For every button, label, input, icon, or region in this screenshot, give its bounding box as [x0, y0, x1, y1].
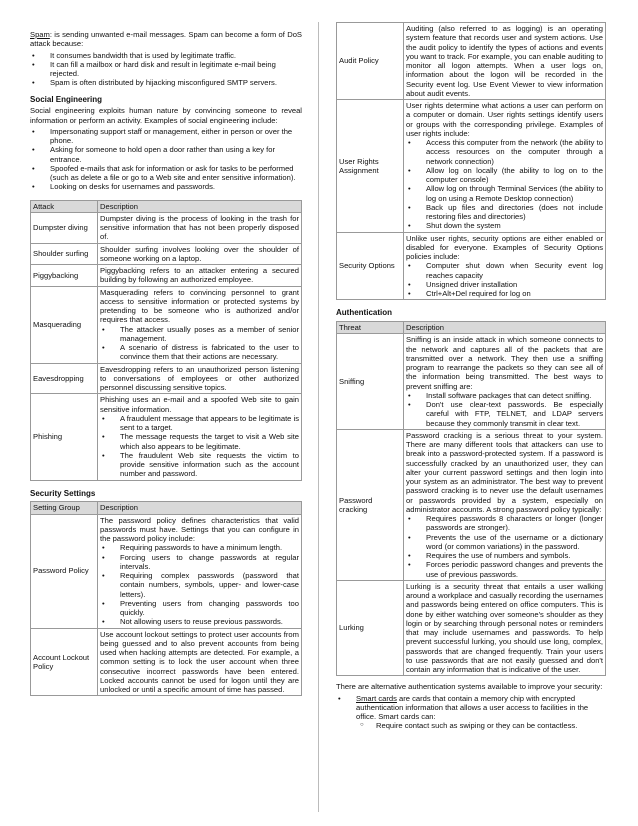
- list-item: • Looking on desks for usernames and passwords.: [30, 182, 302, 191]
- column-header: Description: [98, 502, 302, 514]
- authentication-heading: Authentication: [336, 308, 392, 318]
- list-item: • Access this computer from the network (the ability to access resources on the computer through a network connection): [406, 138, 603, 166]
- table-row: [31, 243, 302, 265]
- list-item: ○ Require contact such as swiping or they can be contactless.: [356, 721, 606, 730]
- table-row: [31, 265, 302, 287]
- policy-table: [336, 22, 606, 300]
- table-row: [31, 394, 302, 480]
- threat-name: Sniffing: [337, 334, 404, 430]
- table-header-row: [31, 502, 302, 514]
- table-row: [337, 232, 606, 300]
- policy-description: Auditing (also referred to as logging) is an operating system feature that records user and system actions. Use the audit policy to identify the types of actions and events you want to track. For example, you can enable auditing to monitor all logon attempts. When a user logs on, information about the logon will be recorded in the Security event log. Use Event Viewer to view information about audit events.: [404, 23, 606, 100]
- security-settings-table: [30, 501, 302, 696]
- list-item: • Unsigned driver installation: [406, 280, 603, 289]
- alternatives-list: [336, 694, 606, 731]
- setting-name: Account Lockout Policy: [31, 628, 98, 696]
- table-row: [31, 628, 302, 696]
- column-header: Setting Group: [31, 502, 98, 514]
- column-divider: [318, 22, 319, 812]
- attack-name: Shoulder surfing: [31, 243, 98, 265]
- list-item: • Forcing users to change passwords at regular intervals.: [100, 553, 299, 572]
- table-row: [337, 429, 606, 580]
- list-item: • Don't use clear-text passwords. Be especially careful with FTP, TELNET, and LDAP servers because they commonly transmit in clear text.: [406, 400, 603, 428]
- attack-name: Phishing: [31, 394, 98, 480]
- list-item: • Preventing users from changing passwords too quickly.: [100, 599, 299, 618]
- attack-description: Eavesdropping refers to an unauthorized person listening to conversations of employees or other authorized personnel discussing sensitive topics.: [98, 363, 302, 394]
- list-item: • Impersonating support staff or management, either in person or over the phone.: [30, 127, 302, 146]
- spam-term[interactable]: Spam: [30, 30, 50, 39]
- attack-description: Piggybacking refers to an attacker entering a secured building by following an authorized employee.: [98, 265, 302, 287]
- table-row: [31, 286, 302, 363]
- table-header-row: [31, 200, 302, 212]
- spam-paragraph: Spam: is sending unwanted e-mail messages. Spam can become a form of DoS attack because:: [30, 30, 302, 49]
- threat-name: Lurking: [337, 580, 404, 676]
- list-item: • It consumes bandwidth that is used by legitimate traffic.: [30, 51, 302, 60]
- list-item: • Requiring passwords to have a minimum length.: [100, 543, 299, 552]
- list-item: • It can fill a mailbox or hard disk and result in legitimate e-mail being rejected.: [30, 60, 302, 79]
- list-item: • Requiring complex passwords (password that contain numbers, symbols, upper- and lower-case letters).: [100, 571, 299, 599]
- right-column: [336, 22, 606, 731]
- list-item: • Requires the use of numbers and symbols.: [406, 551, 603, 560]
- list-item: • Spam is often distributed by hijacking misconfigured SMTP servers.: [30, 78, 302, 87]
- setting-description: Use account lockout settings to protect user accounts from being guessed and to also prevent accounts from being used when hacking attempts are detected. For example, a common setting is to lock the user account when three consecutive incorrect passwords have been entered. Locked accounts cannot be used for logon until they are unlocked or until a specific amount of time has passed.: [98, 628, 302, 696]
- table-header-row: [337, 322, 606, 334]
- attack-name: Eavesdropping: [31, 363, 98, 394]
- list-item: • A scenario of distress is fabricated to the user to convince them that their actions are necessary.: [100, 343, 299, 362]
- list-item: • The attacker usually poses as a member of senior management.: [100, 325, 299, 344]
- attack-description: Phishing uses an e-mail and a spoofed Web site to gain sensitive information. • A fraudulent message that appears to be legitimate is sent to a target. • The message requests the target to visit a Web site which also appears to be legitimate. • The fraudulent Web site requests the victim to provide sensitive information such as the account number and password.: [98, 394, 302, 480]
- table-row: [31, 363, 302, 394]
- table-row: [31, 212, 302, 243]
- social-engineering-heading: Social Engineering: [30, 94, 103, 104]
- column-header: Description: [404, 322, 606, 334]
- threat-description: Password cracking is a serious threat to your system. There are many different tools that attackers can use to break into a password-protected system. If a password is successfully cracked by an unauthorized user, they can alter your current password settings and then login into your system as an administrator. The best way to prevent password cracking is to never use the default usernames or passwords provided by a system, especially on administrator accounts. A strong password policy typically: • Requires passwords 8 characters or longer (longer passwords are stronger). • Prevents the use of the username or a dictionary word (or common variations) in the password. • Requires the use of numbers and symbols. • Forces periodic password changes and prevents the use of previous passwords.: [404, 429, 606, 580]
- list-item: • Smart cards are cards that contain a memory chip with encrypted authentication information that allows a user access to facilities in the office. Smart cards can: ○ Require contact such as swiping or they can be contactless.: [336, 694, 606, 731]
- list-item: • The fraudulent Web site requests the victim to provide sensitive information such as the account number and password.: [100, 451, 299, 479]
- list-item: • Allow log on locally (the ability to log on to the computer console): [406, 166, 603, 185]
- attack-name: Piggybacking: [31, 265, 98, 287]
- list-item: • The message requests the target to visit a Web site which also appears to be legitimate.: [100, 432, 299, 451]
- table-row: [337, 580, 606, 676]
- policy-name: Security Options: [337, 232, 404, 300]
- setting-description: The password policy defines characteristics that valid passwords must have. Settings that you can configure in the password policy include: • Requiring passwords to have a minimum length. • Forcing users to change passwords at regular intervals. • Requiring complex passwords (password that contain numbers, symbols, upper- and lower-case letters). • Preventing users from changing passwords too quickly. • Not allowing users to reuse previous passwords.: [98, 514, 302, 628]
- list-item: • Shut down the system: [406, 221, 603, 230]
- threat-description: Sniffing is an inside attack in which someone connects to the network and captures all of the packets that are transmitted over a network. They then use a sniffing program to rearrange the packets so they can see all of the information being transmitted. The best ways to prevent sniffing are: • Install software packages that can detect sniffing. • Don't use clear-text passwords. Be especially careful with FTP, TELNET, and LDAP servers because they commonly transmit in clear text.: [404, 334, 606, 430]
- policy-name: Audit Policy: [337, 23, 404, 100]
- threat-name: Password cracking: [337, 429, 404, 580]
- list-item: • Prevents the use of the username or a dictionary word (or common variations) in the password.: [406, 533, 603, 552]
- list-item: • Forces periodic password changes and prevents the use of previous passwords.: [406, 560, 603, 579]
- column-header: Threat: [337, 322, 404, 334]
- policy-description: User rights determine what actions a user can perform on a computer or domain. User rights settings identify users or groups with the corresponding privilege. Examples of user rights include: • Access this computer from the network (the ability to access resources on the computer through a network connection) • Allow log on locally (the ability to log on to the computer console) • Allow log on through Terminal Services (the ability to log on using a Remote Desktop connection) • Back up files and directories (does not include restoring files and directories) • Shut down the system: [404, 100, 606, 233]
- list-item: • Not allowing users to reuse previous passwords.: [100, 617, 299, 626]
- policy-description: Unlike user rights, security options are either enabled or disabled for everyone. Examples of Security Options policies include: • Computer shut down when Security event log reaches capacity • Unsigned driver installation • Ctrl+Alt+Del required for log on: [404, 232, 606, 300]
- list-item: • Install software packages that can detect sniffing.: [406, 391, 603, 400]
- threat-description: Lurking is a security threat that entails a user walking around a workplace and casually recording the usernames and passwords being entered on office computers. This is done by either watching over someone's shoulder as they login or by searching through personal notes or reminders that may include usernames and passwords. To help prevent successful lurking, you should use long, complex, passwords that are changed frequently. Train your users to use passwords that are not easily guessed and don't contain any information that is indicative of the user.: [404, 580, 606, 676]
- attack-name: Dumpster diving: [31, 212, 98, 243]
- social-engineering-intro: Social engineering exploits human nature by convincing someone to reveal information or perform an activity. Examples of social engineering include:: [30, 106, 302, 125]
- attack-description: Masquerading refers to convincing personnel to grant access to sensitive information or protected systems by pretending to be someone who is authorized and/or requires that access. • The attacker usually poses as a member of senior management. • A scenario of distress is fabricated to the user to convince them that their actions are necessary.: [98, 286, 302, 363]
- attack-name: Masquerading: [31, 286, 98, 363]
- alternatives-intro: There are alternative authentication systems available to improve your security:: [336, 682, 603, 692]
- list-item: • Asking for someone to hold open a door rather than using a key for entrance.: [30, 145, 302, 164]
- list-item: • Spoofed e-mails that ask for information or ask for tasks to be performed (such as delete a file or go to a Web site and enter sensitive information).: [30, 164, 302, 183]
- table-row: [337, 100, 606, 233]
- social-engineering-list: [30, 127, 302, 192]
- attack-description: Dumpster diving is the process of looking in the trash for sensitive information that has not been properly disposed of.: [98, 212, 302, 243]
- list-item: • Back up files and directories (does not include restoring files and directories): [406, 203, 603, 222]
- list-item: • Ctrl+Alt+Del required for log on: [406, 289, 603, 298]
- list-item: • A fraudulent message that appears to be legitimate is sent to a target.: [100, 414, 299, 433]
- table-row: [337, 334, 606, 430]
- column-header: Description: [98, 200, 302, 212]
- left-column: [30, 30, 302, 700]
- list-item: • Requires passwords 8 characters or longer (longer passwords are stronger).: [406, 514, 603, 533]
- list-item: • Computer shut down when Security event log reaches capacity: [406, 261, 603, 280]
- attack-description: Shoulder surfing involves looking over the shoulder of someone working on a laptop.: [98, 243, 302, 265]
- column-header: Attack: [31, 200, 98, 212]
- table-row: [31, 514, 302, 628]
- spam-list: [30, 51, 302, 88]
- setting-name: Password Policy: [31, 514, 98, 628]
- list-item: • Allow log on through Terminal Services (the ability to log on using a Remote Desktop connection): [406, 184, 603, 203]
- policy-name: User Rights Assignment: [337, 100, 404, 233]
- table-row: [337, 23, 606, 100]
- smart-cards-term[interactable]: Smart cards: [356, 693, 397, 703]
- authentication-table: [336, 321, 606, 676]
- attack-table: [30, 200, 302, 481]
- security-settings-heading: Security Settings: [30, 488, 96, 498]
